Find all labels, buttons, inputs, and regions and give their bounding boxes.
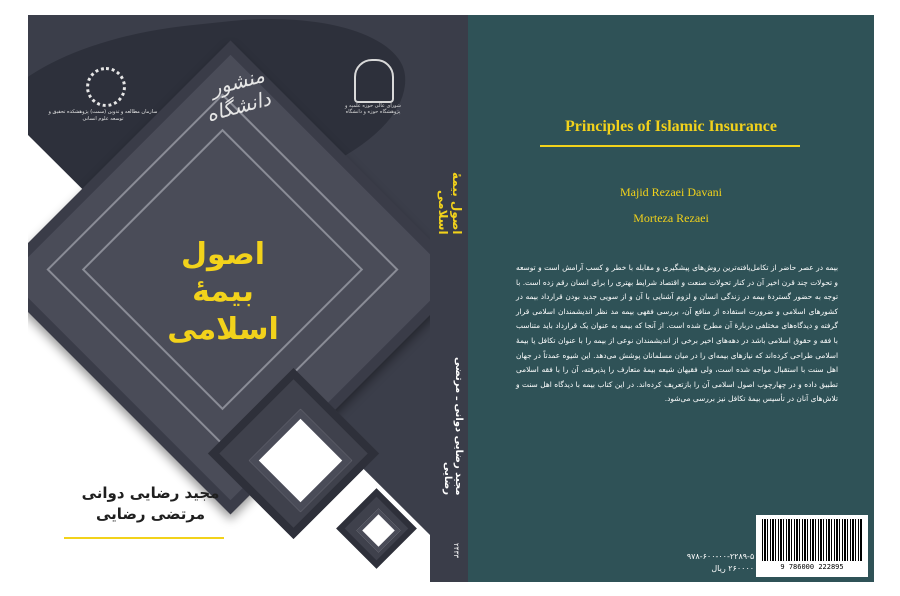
spine-number: ۲۴۳۳ bbox=[452, 543, 460, 559]
university-logo-icon bbox=[354, 59, 394, 103]
english-author-2: Morteza Rezaei bbox=[633, 211, 709, 225]
author-2: مرتضی رضایی bbox=[96, 505, 205, 523]
publisher-logo-icon bbox=[86, 67, 126, 107]
book-title-line1: اصول bbox=[180, 237, 266, 272]
book-title-line2: بیمهٔ اسلامی bbox=[167, 274, 279, 347]
english-author-1: Majid Rezaei Davani bbox=[620, 185, 722, 199]
authors-block bbox=[68, 483, 233, 525]
title-underline bbox=[540, 145, 800, 147]
spine bbox=[430, 15, 468, 582]
barcode-number: 9 786000 222895 bbox=[780, 563, 844, 571]
spine-title: اصول بیمهٔ اسلامی bbox=[436, 172, 464, 235]
barcode bbox=[756, 515, 868, 577]
isbn: ۵-۲۲۸۹-۰۰-۶۰۰-۹۷۸ bbox=[686, 552, 755, 561]
barcode-bars bbox=[762, 519, 862, 561]
spine-authors: مجید رضایی دوانی ـ مرتضی رضایی bbox=[442, 356, 464, 495]
university-logo-text: شورای عالی حوزه علمیه و پژوهشگاه حوزه و دانشگاه bbox=[345, 103, 401, 115]
back-blurb: بیمه در عصر حاضر از تکامل‌یافته‌ترین روش‌های پیشگیری و مقابله با خطر و کسب آرامش است و توسعه و تحولات چند قرن اخیر آن در کنار تحولات صنعت و اقتصاد شرایط بهتری را برای انسان رقم زده است. با توجه به حضور گستردهٔ بیمه در زندگی انسان و لزوم آشنایی با آن و از سویی جدید بودن قرارداد بیمه در کشورهای اسلامی و ضرورت استفاده از منافع آن، بررسی فقهی بیمه مد نظر اندیشمندان اسلامی قرار گرفته و دیدگاه‌های مختلفی دربارهٔ آن مطرح شده است. از آنجا که بیمه به عنوان یک قرارداد باید متناسب با فقه و حقوق اسلامی باشد در دهه‌های اخیر برخی از اندیشمندان نوعی از بیمه را با عنوان تکافل یا بیمهٔ اسلامی طراحی کرده‌اند که نیازهای بیمه‌ای را در میان مسلمانان پوشش می‌دهد. این شیوه عمدتاً در جهان اهل سنت با استقبال مواجه شده است، ولی فقیهان شیعه بیمهٔ متعارف را پذیرفته، آن را با فقه اسلامی تطبیق داده و در چهارچوب اصول اسلامی آن را بازتعریف کرده‌اند. در این کتاب بیمه با دیدگاه اهل سنت و تلاش‌های آنان در تأسیس بیمهٔ تکافل نیز بررسی می‌شود. bbox=[516, 263, 838, 404]
english-title: Principles of Islamic Insurance bbox=[565, 118, 777, 135]
price: ۲۶۰۰۰۰ ریال bbox=[711, 564, 755, 573]
back-cover bbox=[468, 15, 874, 582]
book-title-arabic bbox=[138, 237, 308, 349]
author-1: مجید رضایی دوانی bbox=[81, 484, 220, 502]
calligraphy-logo: منشور دانشگاه bbox=[203, 63, 274, 127]
authors-underline bbox=[64, 537, 224, 539]
publisher-logo-text: سازمان مطالعه و تدوین (سمت) پژوهشکده تحقیق و توسعه علوم انسانی bbox=[48, 109, 158, 122]
front-cover bbox=[28, 15, 430, 582]
